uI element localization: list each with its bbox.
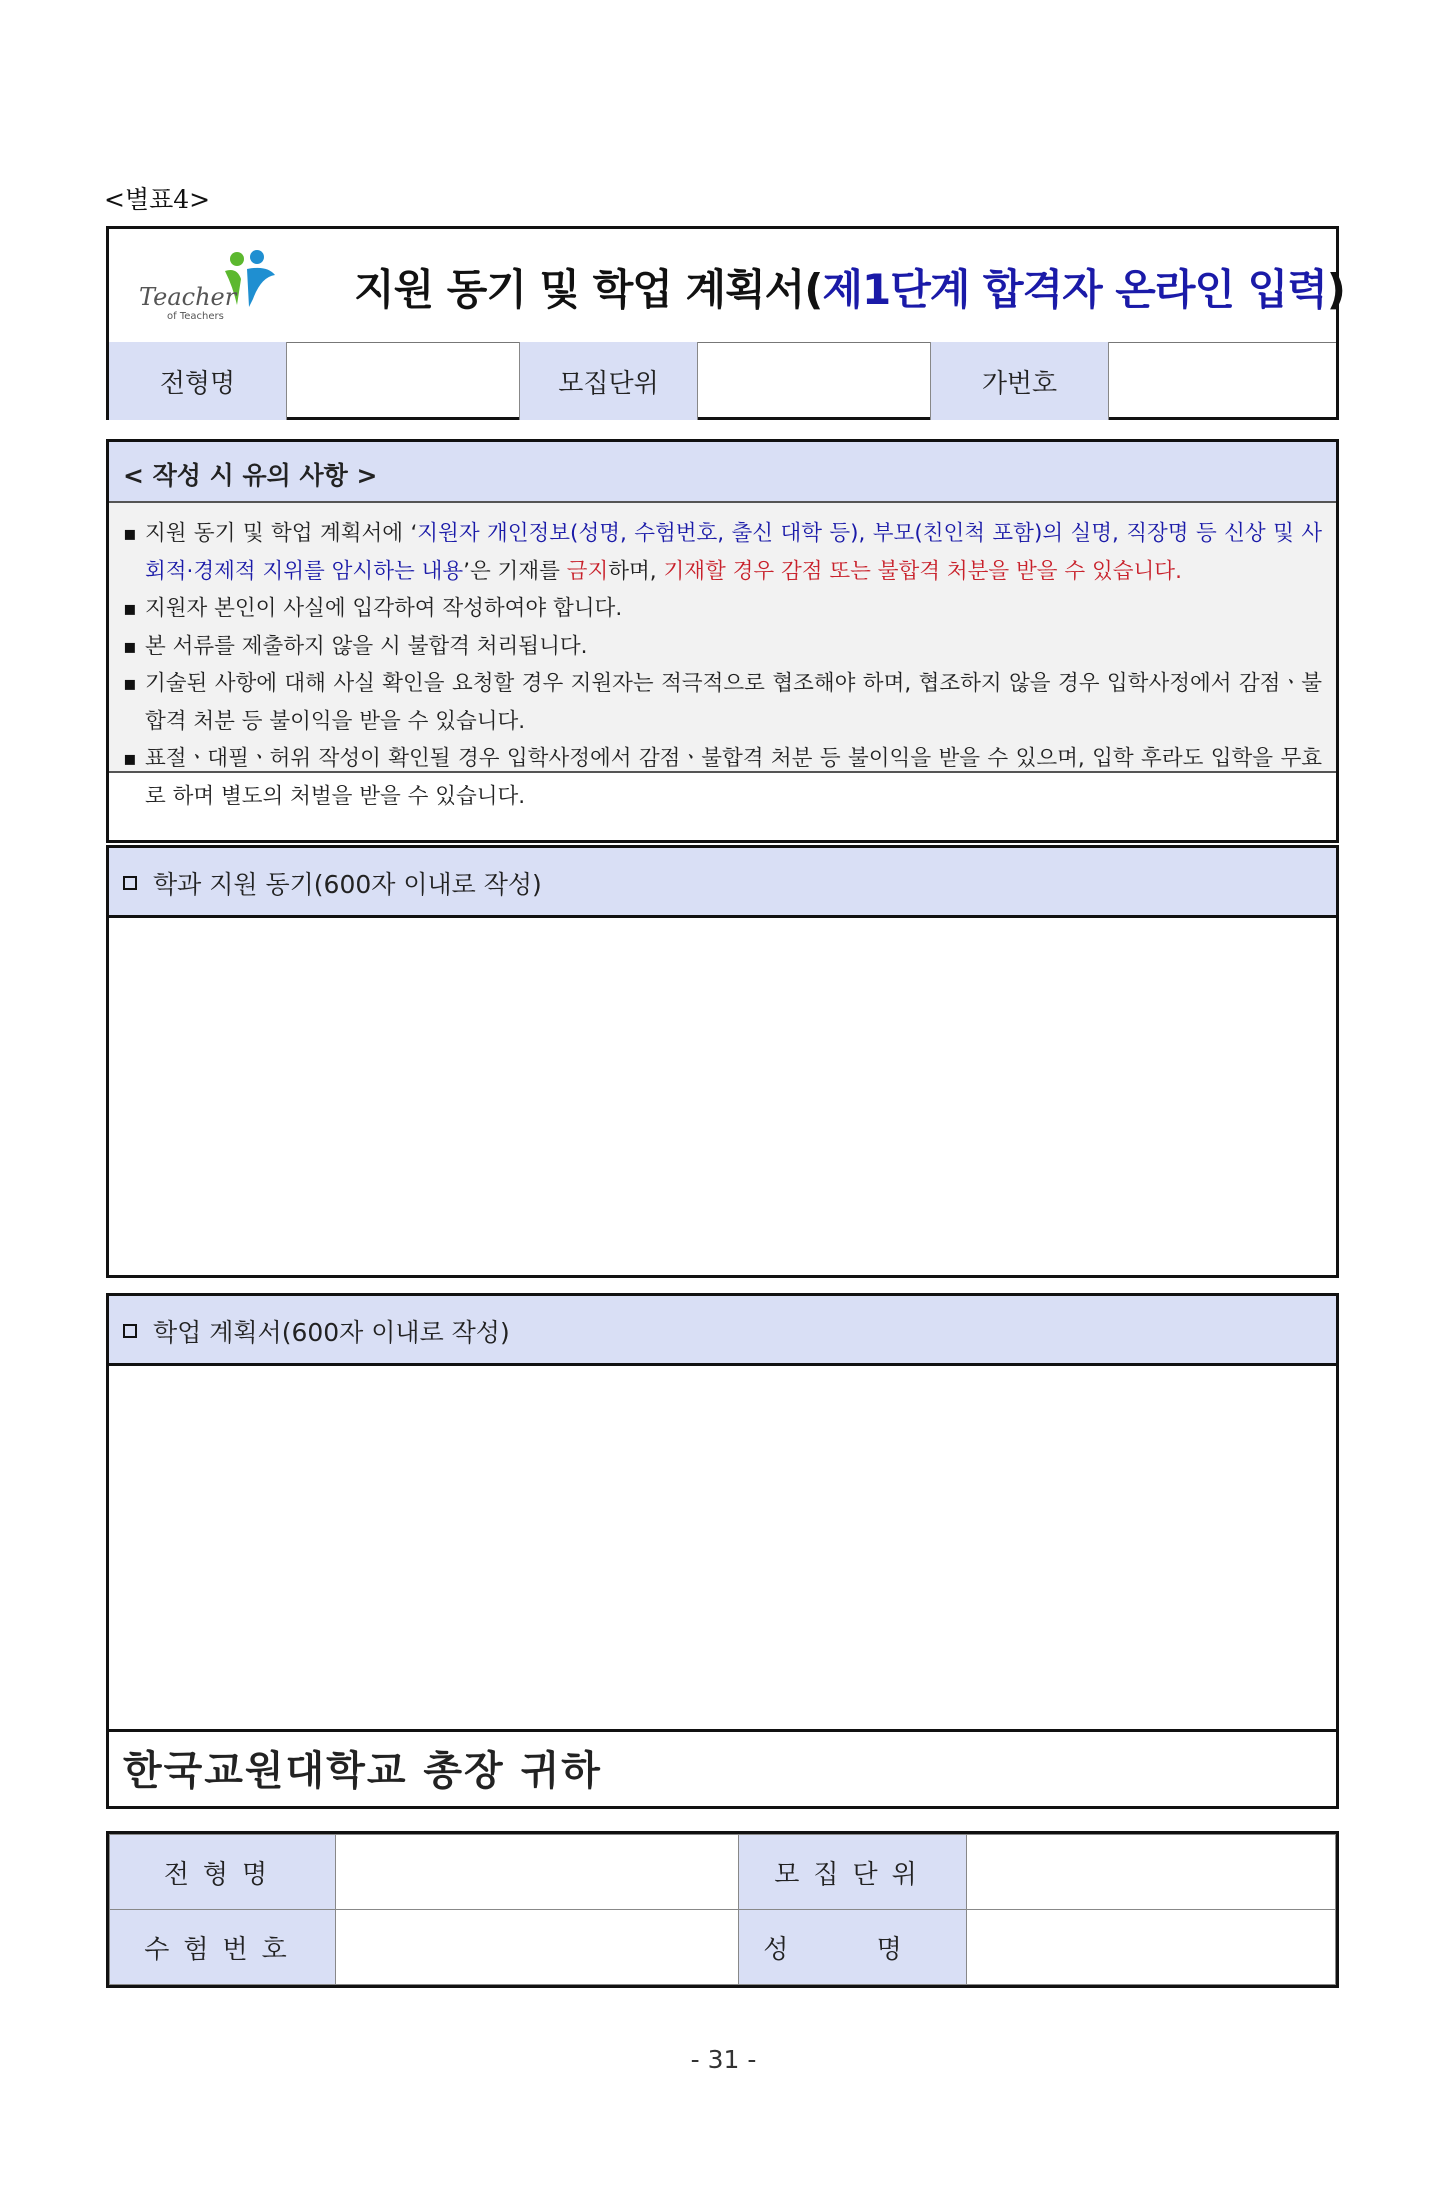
notice-item-1-a: 지원 동기 및 학업 계획서에 ‘ [145,521,418,546]
checkbox-icon [123,876,137,890]
svg-text:of Teachers: of Teachers [167,311,224,322]
title-highlight: 제1단계 합격자 온라인 입력 [822,265,1327,314]
title-main: 지원 동기 및 학업 계획서( [354,265,823,314]
field-unit[interactable] [698,342,931,420]
label-exam-number: 수험번호 [110,1910,336,1985]
teacher-logo [137,247,297,327]
notice-list [109,503,1336,809]
field-unit-bottom[interactable] [967,1835,1336,1910]
notice-item-1-b: 지원자 개인정보(성명, 수험번호, 출신 대학 등), 부모(친인척 포함)의 실명, 직장명 등 신상 및 사회적·경제적 지위를 암시하는 내용 [145,521,1323,584]
notice-item-1-c: ’은 기재를 [463,558,567,584]
section-motivation-heading [106,845,1339,917]
field-track[interactable] [287,342,520,420]
section-plan-heading [106,1293,1339,1365]
notice-heading: < 작성 시 유의 사항 > [109,442,1336,503]
label-track: 전형명 [109,342,287,420]
svg-text:Teacher: Teacher [139,283,237,311]
notice-item-5: ▪ 표절ㆍ대필ㆍ허위 작성이 확인될 경우 입학사정에서 감점ㆍ불합격 처분 등 불이익을 받을 수 있으며, 입학 후라도 입학을 무효로 하며 별도의 처벌을 받을 수 있습니다. [123,740,1322,815]
notice-item-1 [123,515,1322,590]
info-row [109,342,1336,420]
section-plan-title: 학업 계획서(600자 이내로 작성) [153,1317,510,1347]
notice-item-1-e: 하며, [608,558,664,584]
title-end: ) [1326,265,1345,314]
motivation-textarea[interactable] [106,915,1339,1278]
label-track-bottom: 전형명 [110,1835,336,1910]
notice-item-4: ▪ 기술된 사항에 대해 사실 확인을 요청할 경우 지원자는 적극적으로 협조해야 하며, 협조하지 않을 경우 입학사정에서 감점ㆍ불합격 처분 등 불이익을 받을 수 있습니다. [123,665,1322,740]
field-exam-number[interactable] [336,1910,739,1985]
recipient-line: 한국교원대학교 총장 귀하 [106,1729,1339,1809]
label-temp-number: 가번호 [931,342,1109,420]
title-row [109,229,1345,343]
notice-item-2: ▪ 지원자 본인이 사실에 입각하여 작성하여야 합니다. [123,590,1322,628]
title-block [106,226,1345,420]
annex-label: <별표4> [104,185,211,214]
field-name[interactable] [967,1910,1336,1985]
notice-box [106,439,1339,843]
label-unit: 모집단위 [520,342,698,420]
field-temp-number[interactable] [1109,342,1336,420]
notice-item-3: ▪ 본 서류를 제출하지 않을 시 불합격 처리됩니다. [123,628,1322,666]
plan-textarea[interactable] [106,1363,1339,1732]
applicant-info-table [106,1831,1339,1988]
notice-item-1-d: 금지 [566,558,609,584]
page-number: - 31 - [690,2045,757,2074]
checkbox-icon [123,1324,137,1338]
field-track-bottom[interactable] [336,1835,739,1910]
document-title [354,257,1345,317]
section-motivation-title: 학과 지원 동기(600자 이내로 작성) [153,869,542,899]
label-name: 성 명 [739,1910,967,1985]
label-unit-bottom: 모집단위 [739,1835,967,1910]
notice-item-1-f: 기재할 경우 감점 또는 불합격 처분을 받을 수 있습니다. [663,558,1182,584]
